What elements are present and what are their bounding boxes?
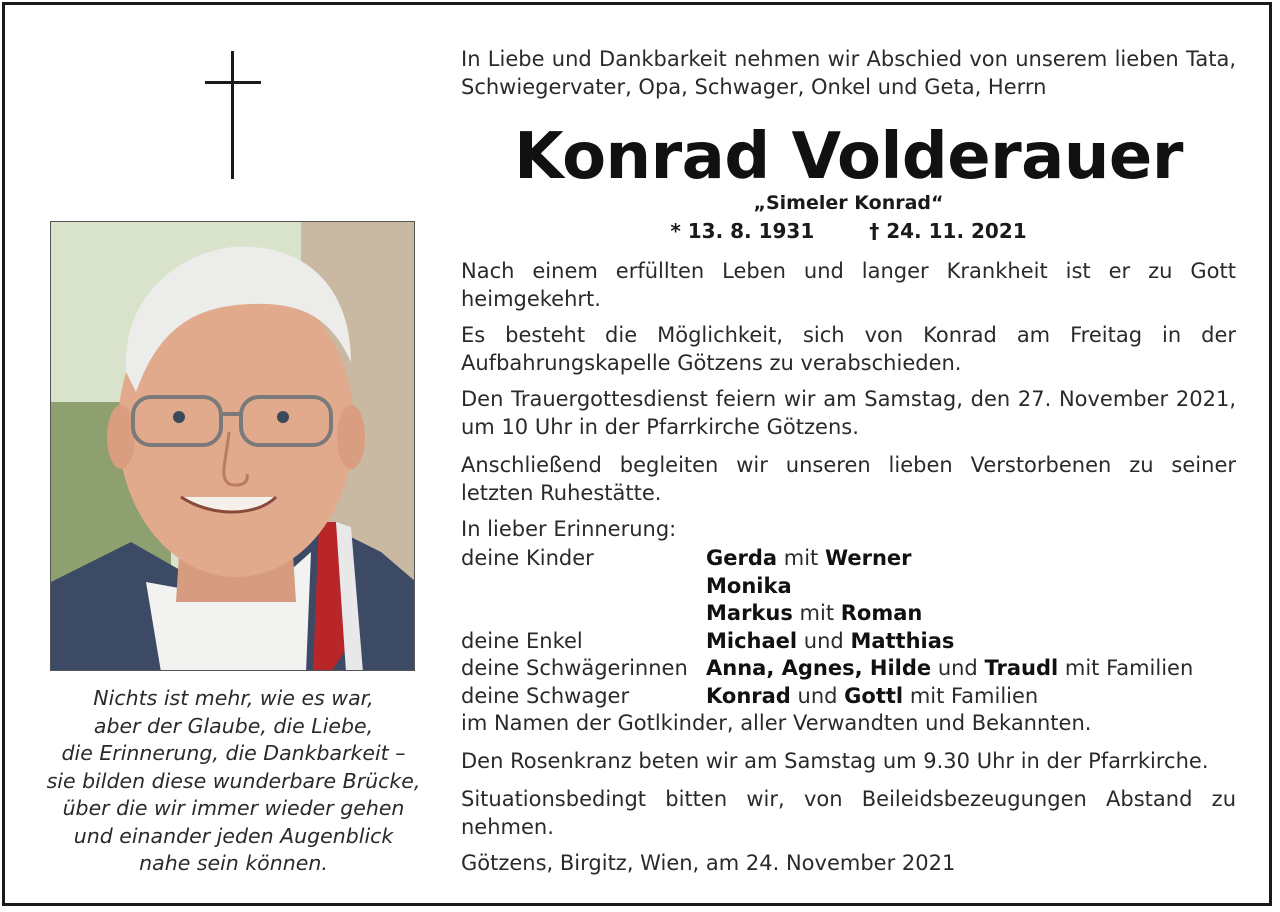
portrait-photo xyxy=(50,221,415,671)
paragraph-condolences: Situationsbedingt bitten wir, von Beileidsbezeugungen Abstand zu nehmen. xyxy=(461,787,1236,839)
poem-line: Nichts ist mehr, wie es war, xyxy=(93,686,374,710)
cross-icon xyxy=(205,51,261,179)
family-row-child3 xyxy=(461,600,1251,628)
family-row-child2 xyxy=(461,573,1251,601)
family-member: Matthias xyxy=(850,628,955,653)
family-row-children xyxy=(461,545,1251,573)
paragraph-viewing: Es besteht die Möglichkeit, sich von Konrad am Freitag in der Aufbahrungskapelle Götzens zu verabschieden. xyxy=(461,323,1236,375)
poem-line: die Erinnerung, die Dankbarkeit – xyxy=(61,741,406,765)
relation-label: deine Schwägerinnen xyxy=(461,656,688,680)
suffix: mit Familien xyxy=(1064,656,1194,680)
poem-line: über die wir immer wieder gehen xyxy=(62,796,405,820)
family-row-godchildren: im Namen der Gotlkinder, aller Verwandten und Bekannten. xyxy=(461,711,1092,735)
family-member: Markus xyxy=(706,601,793,625)
family-list xyxy=(461,545,1251,738)
poem-line: sie bilden diese wunderbare Brücke, xyxy=(46,768,421,793)
family-member: Konrad xyxy=(706,683,791,708)
connector: mit xyxy=(799,601,835,625)
family-member: Werner xyxy=(824,546,912,570)
suffix: mit Familien xyxy=(909,683,1039,708)
relation-label: deine Kinder xyxy=(461,546,594,570)
paragraph-rosary: Den Rosenkranz beten wir am Samstag um 9.30 Uhr in der Pfarrkirche. xyxy=(461,749,1209,773)
family-member: Anna, Agnes, Hilde xyxy=(706,656,932,680)
obituary-notice xyxy=(2,2,1272,906)
poem-line: und einander jeden Augenblick xyxy=(73,823,394,848)
paragraph-burial: Anschließend begleiten wir unseren lieben Verstorbenen zu seiner letzten Ruhestätte. xyxy=(461,453,1236,505)
connector: und xyxy=(937,656,978,680)
connector: mit xyxy=(783,546,819,570)
family-member: Gerda xyxy=(706,546,778,570)
nickname: „Simeler Konrad“ xyxy=(753,192,944,214)
family-row-grandchildren xyxy=(461,628,1251,656)
family-member: Michael xyxy=(706,628,798,653)
connector: und xyxy=(803,628,844,653)
poem-line: nahe sein können. xyxy=(139,851,328,875)
relation-label: deine Schwager xyxy=(461,683,630,708)
relation-label: deine Enkel xyxy=(461,628,583,653)
family-row-sisters-in-law xyxy=(461,655,1251,683)
remembrance-heading: In lieber Erinnerung: xyxy=(461,517,677,541)
family-row-brothers-in-law xyxy=(461,683,1251,711)
family-member: Monika xyxy=(706,573,792,598)
family-member: Gottl xyxy=(844,683,904,708)
family-member: Roman xyxy=(840,601,923,625)
poem xyxy=(15,685,452,878)
connector: und xyxy=(797,683,838,708)
poem-line: aber der Glaube, die Liebe, xyxy=(93,713,374,738)
family-member: Traudl xyxy=(984,656,1059,680)
intro-text: In Liebe und Dankbarkeit nehmen wir Abschied von unserem lieben Tata, Schwiegervater, Opa, Schwager, Onkel und Geta, Herrn xyxy=(461,47,1236,99)
deceased-name: Konrad Volderauer xyxy=(514,120,1183,194)
birth-date: * 13. 8. 1931 xyxy=(670,219,815,243)
place-and-date: Götzens, Birgitz, Wien, am 24. November 2021 xyxy=(461,851,956,875)
death-date: † 24. 11. 2021 xyxy=(869,219,1027,243)
paragraph-death: Nach einem erfüllten Leben und langer Krankheit ist er zu Gott heimgekehrt. xyxy=(461,259,1236,311)
life-dates xyxy=(461,217,1236,245)
paragraph-service: Den Trauergottesdienst feiern wir am Samstag, den 27. November 2021, um 10 Uhr in der Pfarrkirche Götzens. xyxy=(461,387,1236,439)
